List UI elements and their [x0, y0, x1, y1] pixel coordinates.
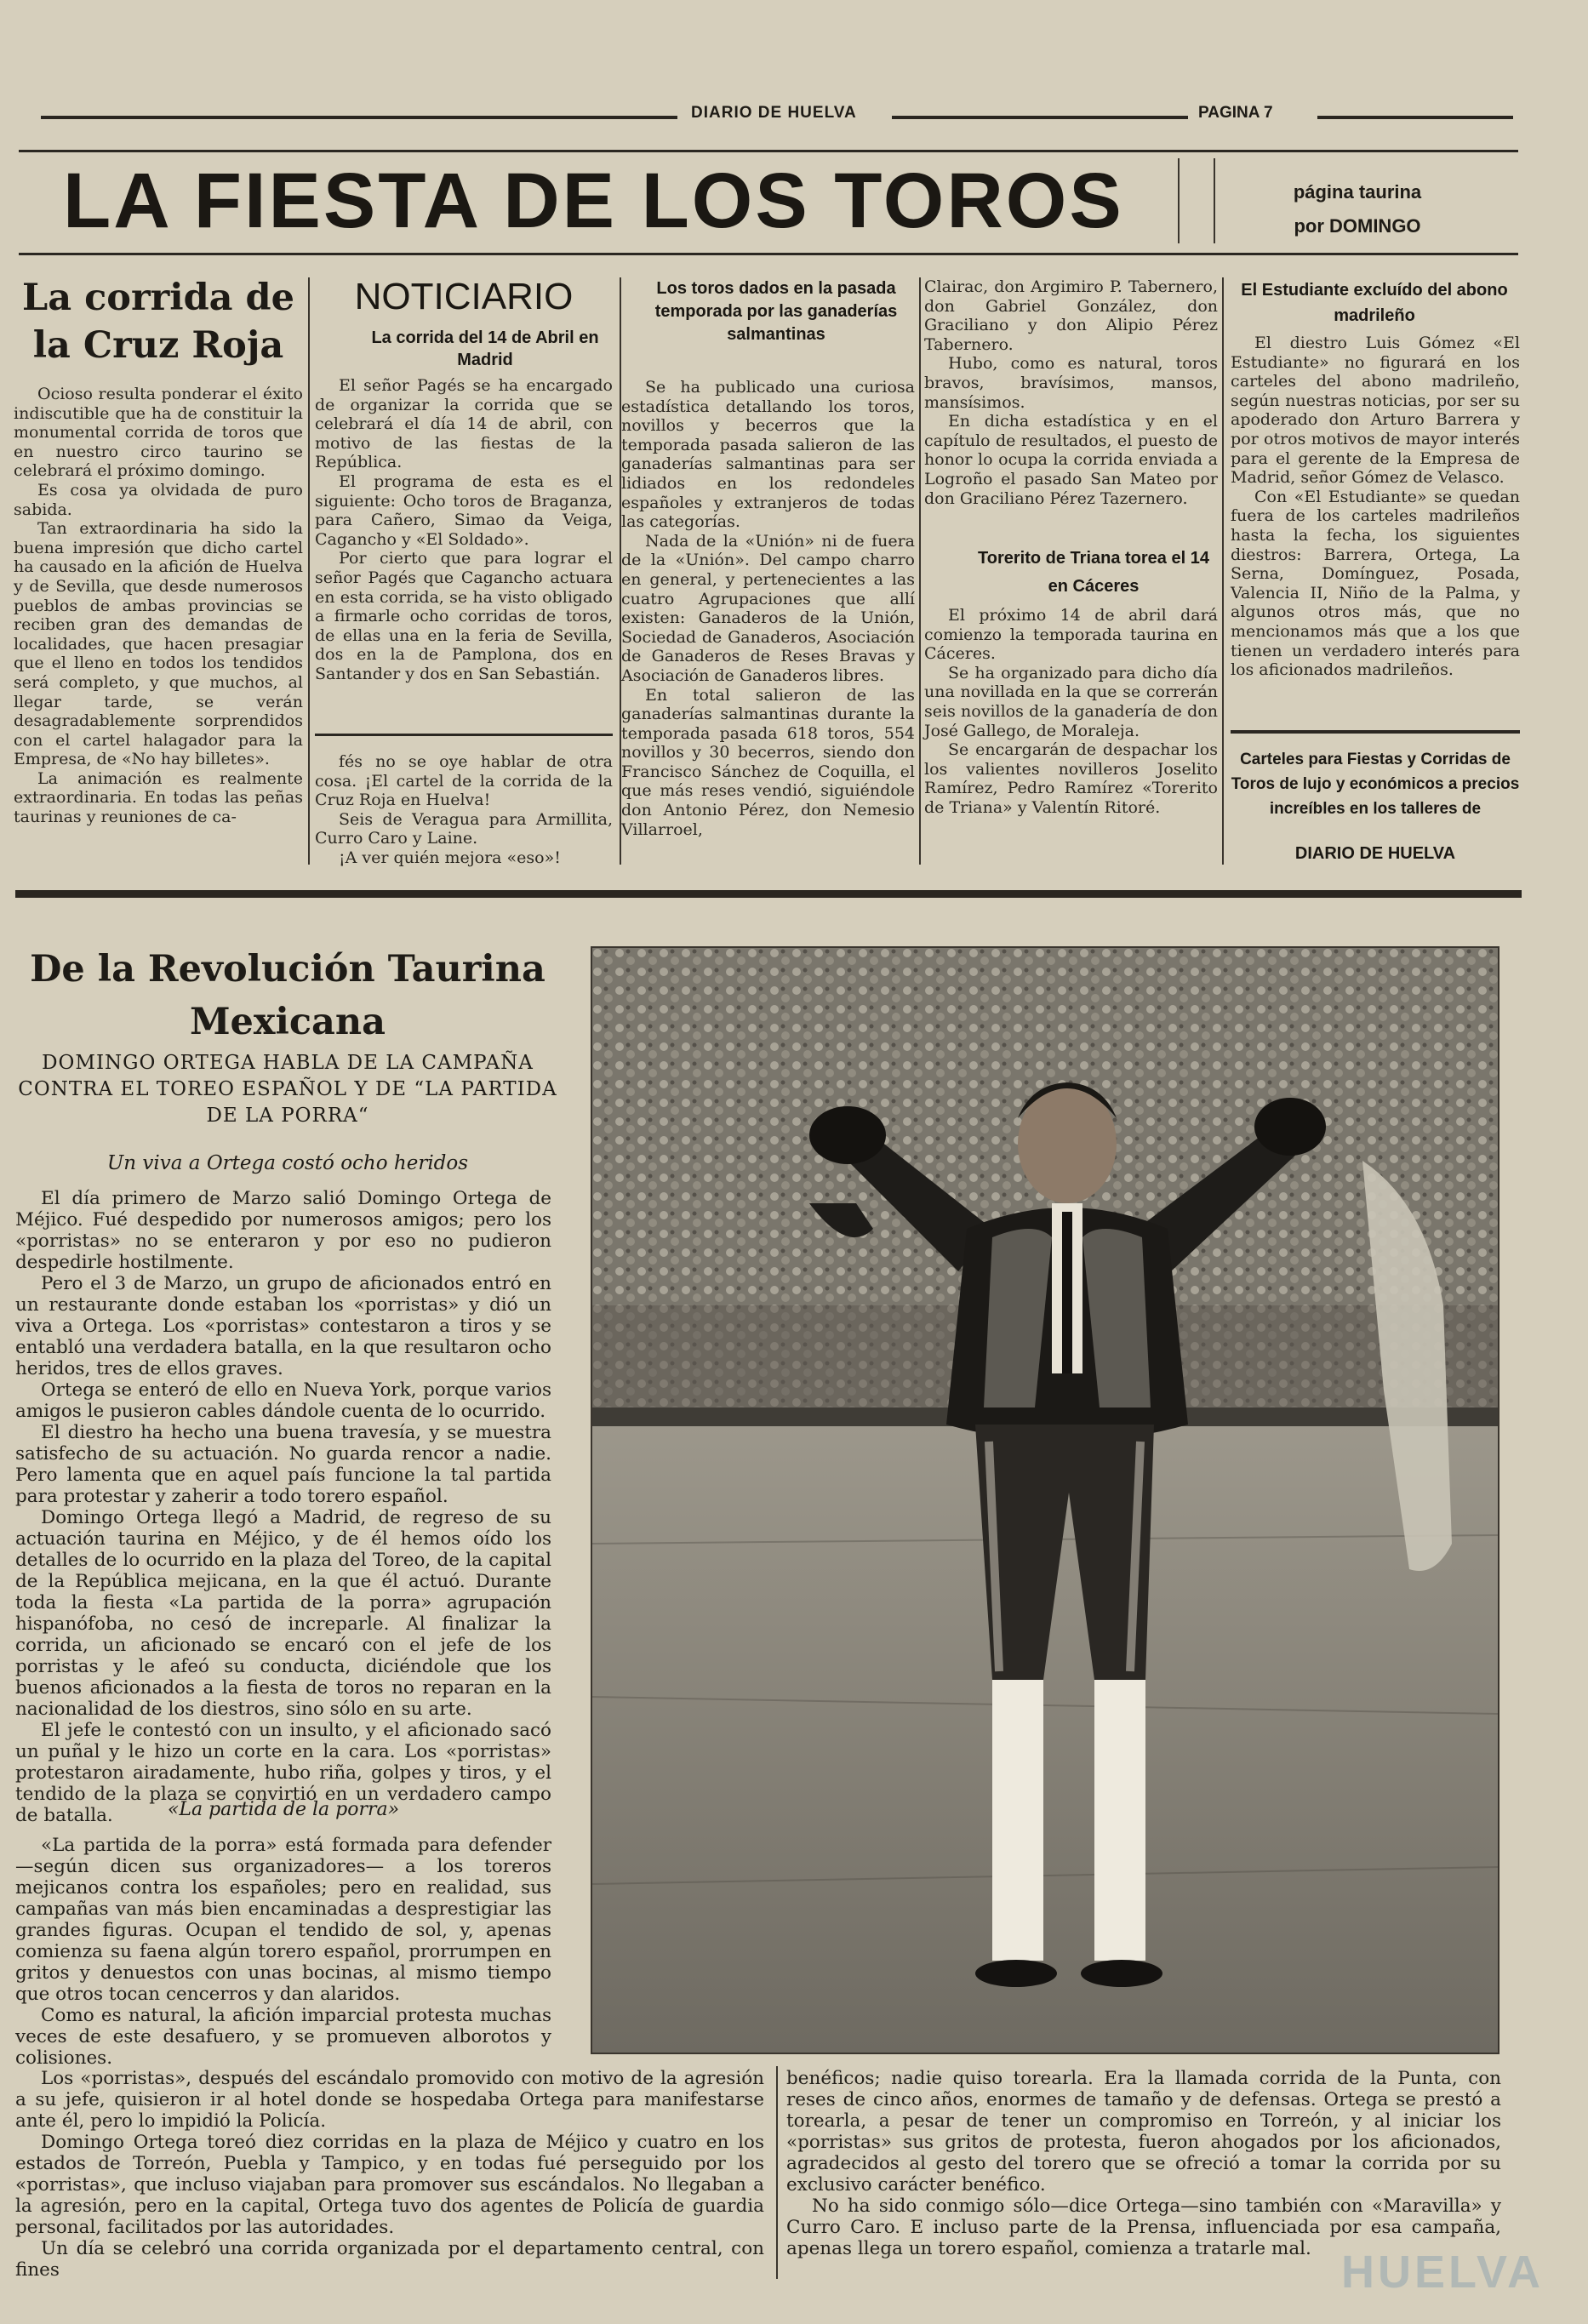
col2-p2: El programa de esta es el siguiente: Ocho toros de Braganza, para Cañero, Simao da Veiga, Cagancho y «El Soldado». [315, 471, 613, 549]
col2-p3: Por cierto que para lograr el señor Pagés que Cagancho actuara en esta corrida, se ha visto obligado a firmarle ocho corridas de toros, de ellas una en la feria de Sevilla, dos en la de Pamplona, dos en Santander y dos en San Sebastián. [315, 549, 613, 683]
col2-b3: ¡A ver quién mejora «eso»! [339, 848, 561, 867]
article-body-1 [15, 1188, 551, 1826]
col1-p4: La animación es realmente extraordinaria. En todas las peñas taurinas y reuniones de ca- [14, 768, 303, 827]
article-divider [776, 2066, 778, 2279]
article-kicker: Un viva a Ortega costó ocho heridos [106, 1152, 469, 1174]
col4-subhead: Torerito de Triana torea el 14 en Cáceres [978, 549, 1209, 596]
col4-q2: Se ha organizado para dicho día una novillada en la que se correrán seis novillos de la ganadería de don José Gallego, de Moraleja. [924, 663, 1218, 740]
article-p4: El diestro ha hecho una buena travesía, y se muestra satisfecho de su actuación. No guarda rencor a nadie. Pero lamenta que en aquel país funcione la tal partida para protestar y zaherir a todo torero español. [15, 1422, 551, 1507]
article-q3: Los «porristas», después del escándalo promovido con motivo de la agresión a su jefe, quisieron ir al hotel donde se hospedaba Ortega para manifestarse ante él, pero lo impidió la Policía. [15, 2068, 764, 2132]
article-r2: No ha sido conmigo sólo—dice Ortega—sino también con «Maravilla» y Curro Caro. E incluso parte de la Prensa, influenciada por esa campaña, apenas llega un torero español, comienza a tratarle mal. [786, 2196, 1501, 2259]
page-number: PAGINA 7 [1198, 104, 1273, 122]
article-p5: Domingo Ortega llegó a Madrid, de regreso de su actuación taurina en Méjico, y de él hemos oído los detalles de lo ocurrido en la plaza del Toreo, de la capital de la República mejicana, en la que él actuó. Durante toda la fiesta «La partida de la porra» agrupación hispanófoba, no cesó de increparle. Al finalizar la corrida, un aficionado se encaró con el jefe de los porristas y le afeó su conducta, diciéndole que los buenos aficionados a la fiesta de toros no reparan en la nacionalidad de los diestros, sino sólo en su arte. [15, 1507, 551, 1720]
article-q4: Domingo Ortega toreó diez corridas en la plaza de Méjico y cuatro en los estados de Torreón, Puebla y Tampico, y en todas fué perseguido por los «porristas», que incluso viajaban para promover sus escándalos. No llegaban a la agresión, pero en la capital, Ortega tuvo dos agentes de Policía de guardia personal, facilitados por las autoridades. [15, 2132, 764, 2238]
article-body-2 [15, 1835, 551, 2069]
article-r1: benéficos; nadie quiso torearla. Era la llamada corrida de la Punta, con reses de cinco años, enormes de tamaño y de defensas. Ortega se prestó a torearla, a pesar de tener un compromiso en Torreón, y al iniciar los «porristas» sus gritos de protesta, fueron ahogados por los aficionados, agradecidos al gesto del torero que se ofreció a tomar la corrida por su exclusivo carácter benéfico. [786, 2068, 1501, 2196]
col5-body [1231, 334, 1520, 725]
archive-watermark: HUELVA [1341, 2247, 1544, 2298]
col2-body [315, 376, 613, 717]
article-p6: El jefe le contestó con un insulto, y el aficionado sacó un puñal y le hizo un corte en la cara. Los «porristas» protestaron airadamente, hubo riña, golpes y tiros, y el tendido de la plaza se convirtió en un verdadero campo de batalla. [15, 1720, 551, 1826]
col2-b1: fés no se oye hablar de otra cosa. ¡El cartel de la corrida de la Cruz Roja en Huelva! [315, 752, 613, 810]
header-rule-right [1317, 116, 1513, 119]
col4-p1: Clairac, don Argimiro P. Tabernero, don Gabriel González, don Graciliano y don Alipio Pérez Tabernero. [924, 277, 1218, 354]
col5-ad-name: DIARIO DE HUELVA [1294, 844, 1456, 863]
col-divider-4 [1222, 277, 1224, 865]
col2-bottom [315, 752, 613, 868]
banner-sub [1217, 175, 1498, 243]
header-rule-mid [892, 116, 1188, 119]
col1-p2: Es cosa ya olvidada de puro sabida. [14, 480, 303, 519]
col3-p3: En total salieron de las ganaderías salmantinas durante la temporada pasada 618 toros, 554 novillos y 30 becerros, siendo don Francisco Sánchez de Coquilla, el que más reses vendió, siguiéndole don Antonio Pérez, don Nemesio Villarroel, [621, 685, 915, 839]
article-title-line2: Mexicana [189, 1001, 386, 1043]
article-body-3 [15, 2068, 764, 2281]
col4-body [924, 277, 1218, 529]
col1-body [14, 385, 303, 870]
col2-p1: El señor Pagés se ha encargado de organizar la corrida que se celebrará el día 14 de abril, con motivo de las fiestas de la República. [315, 376, 613, 472]
col1-p1: Ocioso resulta ponderar el éxito indiscutible que ha de constituir la monumental corrida de toros que en nuestro circo taurino se celebrará el próximo domingo. [14, 385, 303, 481]
col-divider-1 [308, 277, 310, 865]
banner-divider [1178, 158, 1180, 243]
col4-p2: Hubo, como es natural, toros bravos, bravísimos, mansos, mansísimos. [924, 354, 1218, 412]
article-p2: Pero el 3 de Marzo, un grupo de aficionados entró en un restaurante donde estaban los «porristas» y dió un viva a Ortega. Los «porristas» contestaron a tiros y se entabló una verdadera batalla, en la que resultaron ocho heridos, tres de ellos graves. [15, 1273, 551, 1379]
col2-rule [315, 734, 613, 736]
matador-photo [591, 946, 1499, 2054]
col5-title: El Estudiante excluído del abono madrileño [1241, 281, 1508, 325]
banner-sub-line1: página taurina [1293, 181, 1422, 203]
article-subhead: «La partida de la porra» [167, 1799, 400, 1820]
col2-title: NOTICIARIO [354, 276, 574, 317]
banner-sub-line2: por DOMINGO [1294, 215, 1421, 237]
col1-title: La corrida de la Cruz Roja [22, 277, 294, 367]
col5-p1: El diestro Luis Gómez «El Estudiante» no figurará en los carteles del abono madrileño, según nuestras noticias, por ser su apoderado don Arturo Barrera y por otros motivos de mayor interés para el gerente de la Empresa de Madrid, señor Gómez de Velasco. [1231, 334, 1520, 488]
col3-body [621, 378, 915, 868]
article-title [15, 943, 560, 1048]
header-rule-left [41, 116, 677, 119]
article-q2: Como es natural, la afición imparcial protesta muchas veces de este desafuero, y se promueven alborotos y colisiones. [15, 2005, 551, 2069]
col5-ad: Carteles para Fiestas y Corridas de Toros de lujo y económicos a precios increíbles en los talleres de [1231, 751, 1520, 818]
matador-illustration [592, 948, 1498, 2053]
col4-q1: El próximo 14 de abril dará comienzo la temporada taurina en Cáceres. [924, 606, 1218, 664]
col4-p3: En dicha estadística y en el capítulo de resultados, el puesto de honor lo ocupa la corrida enviada a Logroño el pasado San Mateo por don Graciliano Pérez Tazernero. [924, 412, 1218, 508]
col4-q3: Se encargarán de despachar los los valientes novilleros Joselito Ramírez, Pedro Ramírez «Torerito de Triana» y Valentín Ritoré. [924, 740, 1218, 817]
article-p3: Ortega se enteró de ello en Nueva York, porque varios amigos le pusieron cables dándole cuenta de lo ocurrido. [15, 1379, 551, 1422]
article-p1: El día primero de Marzo salió Domingo Ortega de Méjico. Fué despedido por numerosos amigos; pero los «porristas» no se enteraron y por eso no pudieron despedirle hostilmente. [15, 1188, 551, 1273]
col1-p3: Tan extraordinaria ha sido la buena impresión que dicho cartel ha causado en la afición de Huelva y de Sevilla, que desde numerosos pueblos de ambas provincias se reciben gran des demandas de localidades, que hacen presagiar que el lleno en todos los tendidos será completo, y que muchos, al llegar tarde, se verán desagradablemente sorprendidos con el cartel halagador para la Empresa, de «No hay billetes». [14, 519, 303, 769]
col5-p2: Con «El Estudiante» se quedan fuera de los carteles madrileños hasta la fecha, los siguientes diestros: Barrera, Ortega, La Serna, Domínguez, Posada, Valencia II, Niño de la Palma, y algunos otros más, que no mencionamos más que a los que tienen un verdadero interés para los aficionados madrileños. [1231, 487, 1520, 680]
article-deck: DOMINGO ORTEGA HABLA DE LA CAMPAÑA CONTRA EL TOREO ESPAÑOL Y DE “LA PARTIDA DE LA PORRA“ [18, 1052, 557, 1127]
article-title-line1: De la Revolución Taurina [30, 948, 546, 991]
col5-rule [1231, 730, 1520, 734]
banner-divider-2 [1214, 158, 1215, 243]
col-divider-3 [919, 277, 921, 865]
section-banner: LA FIESTA DE LOS TOROS [63, 157, 1124, 244]
col2-b2: Seis de Veragua para Armillita, Curro Caro y Laine. [315, 809, 613, 848]
col3-title: Los toros dados en la pasada temporada por las ganaderías salmantinas [654, 279, 898, 344]
paper-name: DIARIO DE HUELVA [691, 104, 857, 122]
article-q1: «La partida de la porra» está formada para defender —según dicen sus organizadores— a los toreros mejicanos contra los españoles; pero en realidad, sus campañas van más bien encaminadas a desprestigiar las grandes figuras. Ocupan el tendido de sol, y, apenas comienza su faena algún torero español, prorrumpen en gritos y denuestos con unas bocinas, al mismo tiempo que otros tocan cencerros y dan alaridos. [15, 1835, 551, 2005]
col4-body2 [924, 606, 1218, 866]
col3-p1: Se ha publicado una curiosa estadística detallando los toros, novillos y becerros que la temporada pasada salieron de las ganaderías salmantinas para ser lidiados en los redondeles españoles y extranjeros de todas las categorías. [621, 378, 915, 532]
article-q5: Un día se celebró una corrida organizada por el departamento central, con fines [15, 2238, 764, 2281]
col2-subhead: La corrida del 14 de Abril en Madrid [371, 328, 599, 369]
col3-p2: Nada de la «Unión» ni de fuera de la «Unión». Del campo charro en general, y pertenecientes a las cuatro Agrupaciones que allí existen: Ganaderos de la Unión, Sociedad de Ganaderos, Asociación de Ganaderos de Reses Bravas y Asociación de Ganaderos libres. [621, 531, 915, 685]
section-separator [15, 890, 1522, 898]
